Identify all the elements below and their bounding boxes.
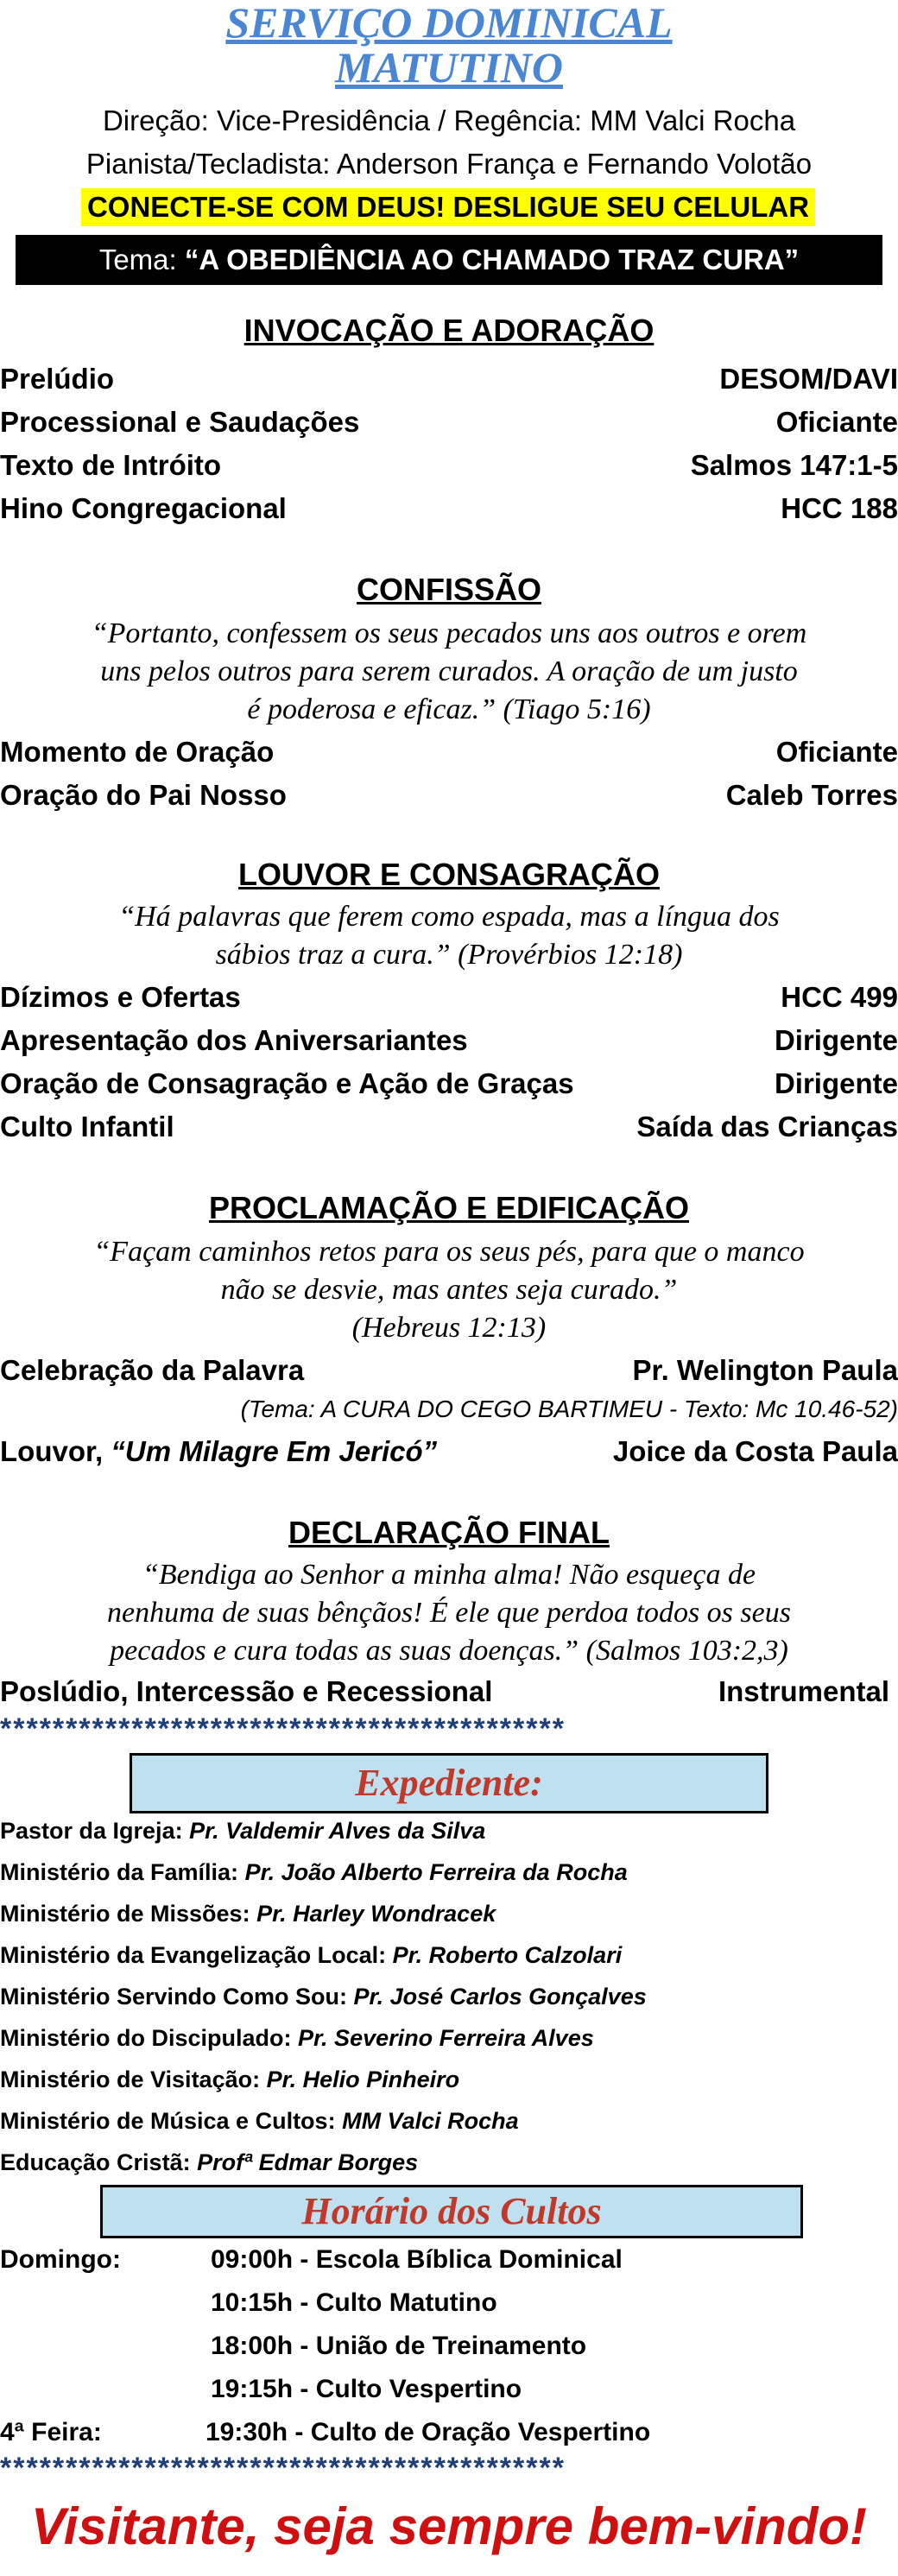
scripture-quote-line: não se desvie, mas antes seja curado.” (220, 1274, 678, 1306)
program-item (0, 1105, 898, 1149)
item-label: Poslúdio, Intercessão e Recessional (0, 1675, 493, 1707)
item-value: Caleb Torres (725, 779, 898, 811)
staff-line (0, 1810, 485, 1851)
item-label: Processional e Saudações (0, 406, 360, 438)
schedule-day-wednesday: 4ª Feira: (0, 2418, 102, 2446)
staff-name: MM Valci Rocha (342, 2108, 519, 2134)
title-line-2: MATUTINO (335, 43, 563, 92)
louvor-label: Louvor, (0, 1435, 104, 1467)
scripture-quote-line: uns pelos outros para serem curados. A oração de um justo (100, 655, 798, 687)
star-separator: ******************************************* (0, 1713, 566, 1744)
horarios-header: Horário dos Cultos (100, 2185, 803, 2238)
item-value: Salmos 147:1-5 (690, 449, 898, 481)
staff-line (0, 2017, 594, 2059)
schedule-entry: 19:30h - Culto de Oração Vespertino (206, 2418, 651, 2446)
schedule-day-sunday: Domingo: (0, 2245, 121, 2274)
star-separator: ******************************************* (0, 2453, 566, 2484)
staff-role: Ministério de Visitação: (0, 2066, 261, 2092)
item-label: Oração do Pai Nosso (0, 779, 287, 811)
item-label-louvor (0, 1430, 437, 1473)
program-item (0, 774, 898, 817)
staff-role: Ministério do Discipulado: (0, 2025, 292, 2051)
scripture-quote-line: “Bendiga ao Senhor a minha alma! Não esqueça de (142, 1559, 756, 1591)
item-label: Dízimos e Ofertas (0, 981, 241, 1013)
pianist-line: Pianista/Tecladista: Anderson França e Fernando Volotão (85, 148, 813, 180)
schedule-entry: 19:15h - Culto Vespertino (211, 2375, 522, 2403)
staff-role: Ministério de Missões: (0, 1901, 250, 1927)
staff-name: Pr. Severino Ferreira Alves (298, 2025, 594, 2051)
program-item (0, 1349, 898, 1392)
schedule-entry: 18:00h - União de Treinamento (211, 2332, 587, 2360)
scripture-quote-line: pecados e cura todas as suas doenças.” (Salmos 103:2,3) (110, 1635, 788, 1667)
item-value: HCC 188 (781, 492, 898, 524)
staff-role: Ministério de Música e Cultos: (0, 2108, 336, 2134)
program-item (0, 1019, 898, 1062)
song-title: “Um Milagre Em Jericó” (111, 1435, 438, 1467)
item-value: Dirigente (774, 1067, 898, 1099)
item-label: Momento de Oração (0, 736, 275, 768)
staff-line (0, 2100, 519, 2142)
scripture-quote-line: sábios traz a cura.” (Provérbios 12:18) (215, 939, 683, 971)
theme-text: “A OBEDIÊNCIA AO CHAMADO TRAZ CURA” (184, 244, 800, 275)
section-declaracao-title: DECLARAÇÃO FINAL (288, 1515, 610, 1550)
scripture-quote-line: (Hebreus 12:13) (351, 1312, 547, 1344)
theme-label: Tema: (98, 244, 177, 275)
staff-name: Pr. Roberto Calzolari (392, 1942, 623, 1968)
staff-line (0, 1934, 622, 1976)
item-value: DESOM/DAVI (719, 363, 898, 395)
item-label: Celebração da Palavra (0, 1354, 305, 1386)
item-value: Saída das Crianças (636, 1111, 898, 1142)
item-value: Dirigente (774, 1024, 898, 1056)
expediente-header: Expediente: (130, 1753, 768, 1813)
program-item (0, 358, 898, 401)
program-item (0, 1062, 898, 1105)
program-item (0, 1670, 889, 1713)
staff-name: Pr. Harley Wondracek (256, 1901, 496, 1927)
item-label: Apresentação dos Aniversariantes (0, 1024, 468, 1056)
section-proclamacao-title: PROCLAMAÇÃO E EDIFICAÇÃO (209, 1190, 689, 1225)
item-value: Oficiante (775, 736, 898, 768)
item-value: Pr. Welington Paula (632, 1354, 898, 1386)
scripture-quote-line: “Façam caminhos retos para os seus pés, para que o manco (93, 1236, 805, 1268)
sermon-note: (Tema: A CURA DO CEGO BARTIMEU - Texto: Mc 10.46-52) (240, 1396, 898, 1422)
staff-role: Ministério da Família: (0, 1859, 239, 1885)
section-louvor-title: LOUVOR E CONSAGRAÇÃO (237, 857, 661, 892)
program-item (0, 976, 898, 1019)
program-item (0, 401, 898, 444)
program-item (0, 731, 898, 774)
welcome-message: Visitante, seja sempre bem-vindo! (30, 2497, 868, 2555)
staff-role: Ministério Servindo Como Sou: (0, 1984, 348, 2010)
title-line-1: SERVIÇO DOMINICAL (225, 0, 673, 47)
staff-line (0, 1976, 647, 2017)
item-label: Prelúdio (0, 363, 115, 395)
section-confissao-title: CONFISSÃO (356, 572, 541, 607)
item-label: Hino Congregacional (0, 492, 287, 524)
scripture-quote-line: nenhuma de suas bênçãos! É ele que perdoa todos os seus (107, 1597, 791, 1629)
staff-name: Pr. Helio Pinheiro (266, 2066, 460, 2092)
item-value: Joice da Costa Paula (612, 1435, 898, 1467)
staff-name: Pr. João Alberto Ferreira da Rocha (244, 1859, 628, 1885)
staff-line (0, 1851, 628, 1893)
program-item (0, 487, 898, 530)
item-value: HCC 499 (781, 981, 898, 1013)
staff-name: Pr. José Carlos Gonçalves (353, 1984, 647, 2010)
staff-name: Profª Edmar Borges (197, 2149, 419, 2175)
item-label: Oração de Consagração e Ação de Graças (0, 1067, 574, 1099)
schedule-entry: 09:00h - Escola Bíblica Dominical (211, 2245, 623, 2274)
scripture-quote-line: “Há palavras que ferem como espada, mas a língua dos (118, 901, 780, 933)
scripture-quote-line: “Portanto, confessem os seus pecados uns aos outros e orem (91, 617, 807, 649)
staff-role: Pastor da Igreja: (0, 1818, 183, 1844)
program-item (0, 1430, 898, 1473)
staff-role: Ministério da Evangelização Local: (0, 1942, 387, 1968)
staff-line (0, 2142, 418, 2183)
item-label: Texto de Intróito (0, 449, 222, 481)
staff-name: Pr. Valdemir Alves da Silva (189, 1818, 486, 1844)
program-item (0, 444, 898, 487)
section-invocacao-title: INVOCAÇÃO E ADORAÇÃO (243, 313, 655, 348)
schedule-entry: 10:15h - Culto Matutino (211, 2288, 497, 2317)
staff-line (0, 2059, 459, 2100)
item-value: Oficiante (775, 406, 898, 438)
staff-role: Educação Cristã: (0, 2149, 191, 2175)
theme-banner (16, 235, 882, 285)
phone-notice-banner: CONECTE-SE COM DEUS! DESLIGUE SEU CELULAR (81, 188, 815, 226)
item-label: Culto Infantil (0, 1111, 174, 1142)
staff-line (0, 1893, 496, 1934)
scripture-quote-line: é poderosa e eficaz.” (Tiago 5:16) (247, 693, 651, 725)
direction-line: Direção: Vice-Presidência / Regência: MM Valci Rocha (102, 104, 796, 136)
item-value: Instrumental (718, 1675, 889, 1707)
